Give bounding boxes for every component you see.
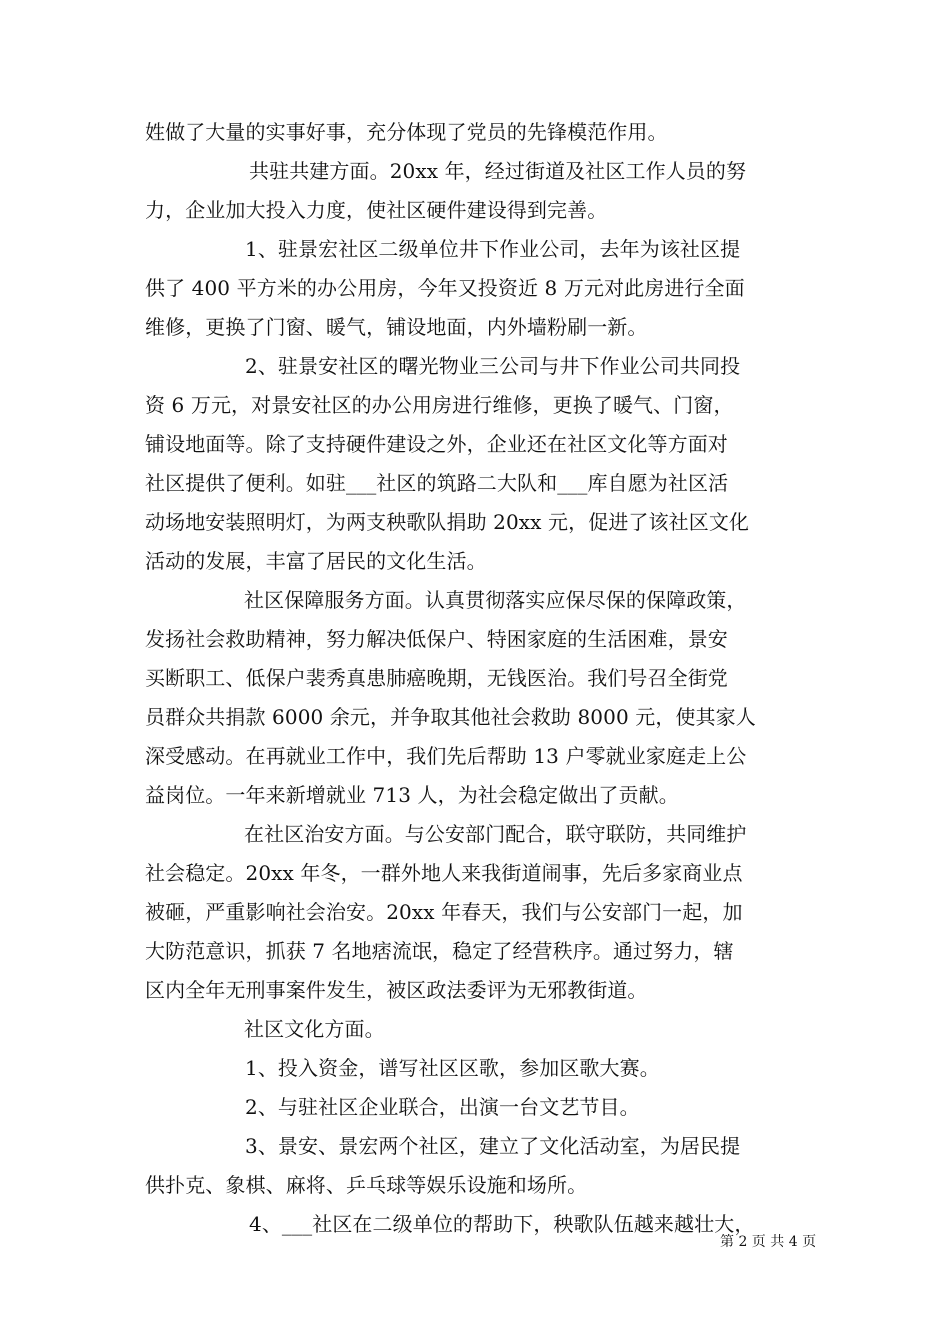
text-line: 区内全年无刑事案件发生，被区政法委评为无邪教街道。 bbox=[145, 978, 648, 1002]
text-line: 共驻共建方面。20xx 年，经过街道及社区工作人员的努 bbox=[249, 159, 747, 183]
text-line: 2、驻景安社区的曙光物业三公司与井下作业公司共同投 bbox=[245, 354, 741, 378]
text-line: 力，企业加大投入力度，使社区硬件建设得到完善。 bbox=[145, 198, 608, 222]
text-line: 在社区治安方面。与公安部门配合，联守联防，共同维护 bbox=[244, 822, 747, 846]
text-line: 益岗位。一年来新增就业 713 人，为社会稳定做出了贡献。 bbox=[145, 783, 679, 807]
text-line: 社区文化方面。 bbox=[244, 1017, 385, 1041]
text-line: 4、___社区在二级单位的帮助下，秧歌队伍越来越壮大， bbox=[249, 1212, 755, 1236]
text-line: 1、驻景宏社区二级单位井下作业公司，去年为该社区提 bbox=[245, 237, 741, 261]
text-line: 资 6 万元，对景安社区的办公用房进行维修，更换了暖气、门窗， bbox=[145, 393, 734, 417]
text-line: 供了 400 平方米的办公用房，今年又投资近 8 万元对此房进行全面 bbox=[145, 276, 745, 300]
text-line: 活动的发展，丰富了居民的文化生活。 bbox=[145, 549, 487, 573]
text-line: 大防范意识，抓获 7 名地痞流氓，稳定了经营秩序。通过努力，辖 bbox=[145, 939, 734, 963]
text-line: 发扬社会救助精神，努力解决低保户、特困家庭的生活困难，景安 bbox=[145, 627, 728, 651]
text-line: 铺设地面等。除了支持硬件建设之外，企业还在社区文化等方面对 bbox=[145, 432, 728, 456]
text-line: 2、与驻社区企业联合，出演一台文艺节目。 bbox=[245, 1095, 640, 1119]
text-line: 员群众共捐款 6000 余元，并争取其他社会救助 8000 元，使其家人 bbox=[145, 705, 756, 729]
body-text bbox=[145, 113, 807, 1244]
text-line: 深受感动。在再就业工作中，我们先后帮助 13 户零就业家庭走上公 bbox=[145, 744, 747, 768]
text-line: 动场地安装照明灯，为两支秧歌队捐助 20xx 元，促进了该社区文化 bbox=[145, 510, 750, 534]
text-line: 买断职工、低保户裴秀真患肺癌晚期，无钱医治。我们号召全街党 bbox=[145, 666, 728, 690]
text-line: 姓做了大量的实事好事，充分体现了党员的先锋模范作用。 bbox=[145, 120, 668, 144]
text-line: 3、景安、景宏两个社区，建立了文化活动室，为居民提 bbox=[245, 1134, 741, 1158]
text-line: 被砸，严重影响社会治安。20xx 年春天，我们与公安部门一起，加 bbox=[145, 900, 743, 924]
text-line: 供扑克、象棋、麻将、乒乓球等娱乐设施和场所。 bbox=[145, 1173, 588, 1197]
page-number: 第 2 页 共 4 页 bbox=[720, 1234, 817, 1250]
text-line: 1、投入资金，谱写社区区歌，参加区歌大赛。 bbox=[245, 1056, 660, 1080]
text-line: 社区保障服务方面。认真贯彻落实应保尽保的保障政策， bbox=[244, 588, 747, 612]
text-line: 社会稳定。20xx 年冬，一群外地人来我街道闹事，先后多家商业点 bbox=[145, 861, 743, 885]
text-line: 维修，更换了门窗、暖气，铺设地面，内外墙粉刷一新。 bbox=[145, 315, 648, 339]
text-line: 社区提供了便利。如驻___社区的筑路二大队和___库自愿为社区活 bbox=[145, 471, 729, 495]
